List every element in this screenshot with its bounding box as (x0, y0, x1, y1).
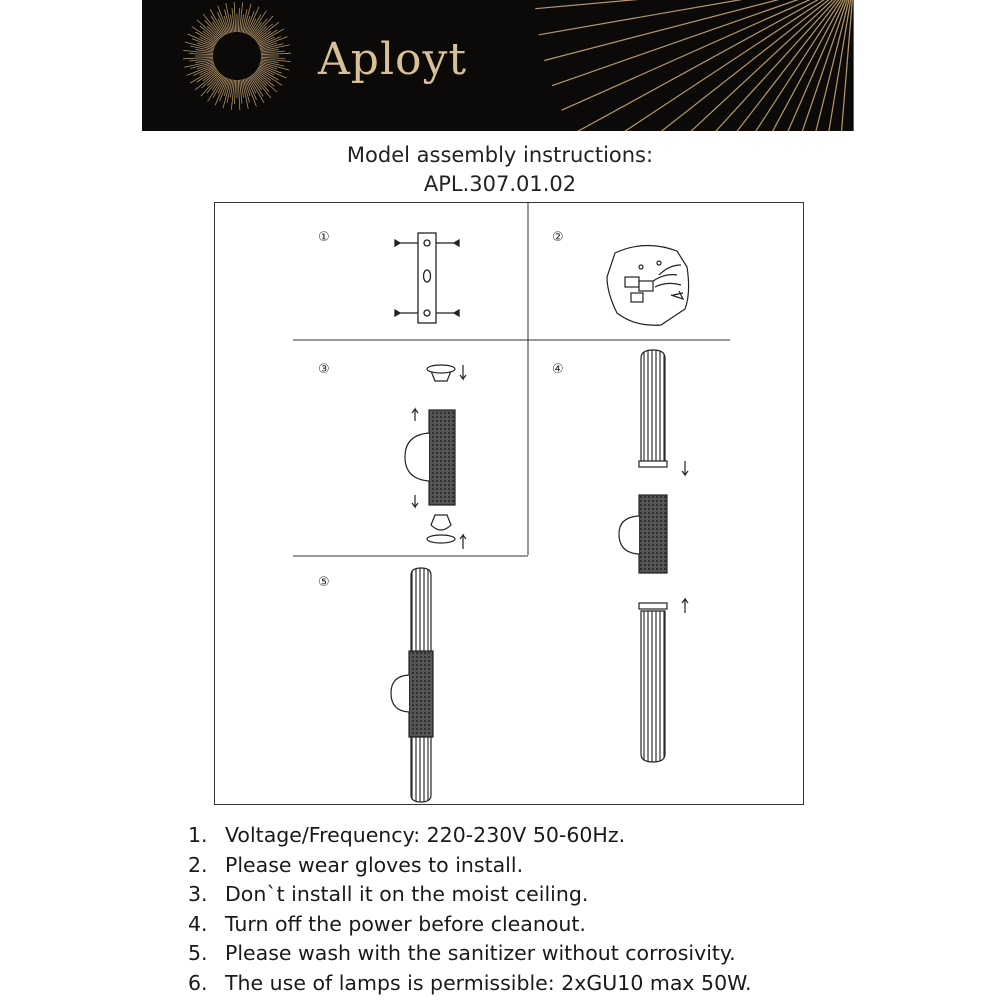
note-number: 2. (188, 852, 208, 877)
note-item (188, 853, 752, 883)
safety-notes-list (188, 823, 752, 1000)
note-number: 1. (188, 823, 208, 847)
page-title: Model assembly instructions: (346, 143, 654, 167)
brand-logo: Aployt (318, 34, 468, 85)
assembled-lamp-icon (391, 568, 433, 802)
note-item (188, 971, 752, 1000)
note-text: Please wear gloves to install. (225, 852, 524, 877)
step-1-marker: ① (318, 230, 330, 245)
sunburst-decoration (142, 0, 854, 131)
note-text: Voltage/Frequency: 220-230V 50-60Hz. (225, 823, 626, 847)
note-number: 4. (188, 911, 208, 936)
brand-banner (142, 0, 854, 131)
note-item (188, 912, 752, 942)
step-2-marker: ② (552, 230, 564, 245)
step-5-marker: ⑤ (318, 575, 330, 590)
note-item (188, 941, 752, 971)
step-4-marker: ④ (552, 362, 564, 377)
note-item (188, 823, 752, 853)
glass-shade-assembly-icon (619, 350, 688, 762)
assembly-drawing (215, 203, 805, 806)
step-3-marker: ③ (318, 362, 330, 377)
terminal-block-icon (607, 245, 689, 325)
model-number: APL.307.01.02 (423, 172, 577, 196)
assembly-diagram (214, 202, 804, 805)
gu10-bulb-assembly-icon (405, 365, 466, 549)
note-number: 5. (188, 941, 208, 965)
note-item (188, 882, 752, 912)
note-number: 6. (188, 970, 208, 995)
note-text: Please wash with the sanitizer without corrosivity. (225, 941, 736, 965)
mounting-bracket-icon (395, 233, 459, 323)
note-text: Don`t install it on the moist ceiling. (225, 882, 589, 906)
note-text: The use of lamps is permissible: 2xGU10 max 50W. (225, 970, 752, 995)
note-number: 3. (188, 882, 208, 906)
note-text: Turn off the power before cleanout. (225, 911, 586, 936)
